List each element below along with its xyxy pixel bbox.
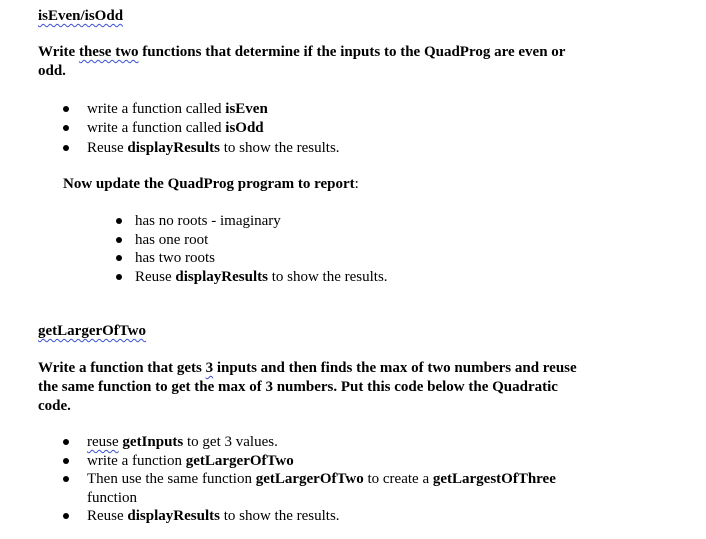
list-item-text: Then use the same function [87,471,256,487]
list-item-bold-2: getLargestOfThree [432,471,556,487]
list-item-bold: isOdd [225,120,264,136]
list-item [135,268,388,286]
list-item [87,433,278,451]
list-item-text-post: to show the results. [219,140,340,156]
bullet-dot [63,458,69,464]
section2-paragraph-line1 [38,359,577,378]
list-item-bold: displayResults [127,140,220,156]
list-item [87,507,340,525]
intro-paragraph-line1 [38,43,565,62]
list-item [87,119,264,137]
list-item: has two roots [135,250,215,266]
bullet-dot [116,237,122,243]
list-item-bold: displayResults [127,508,220,524]
list-item [87,470,556,488]
intro-text-underlined: these two [78,44,139,60]
list-item-continuation: function [87,490,137,506]
intro-text-post: functions that determine if the inputs to the QuadProg are even or [138,44,566,60]
list-item-bold: getLargerOfTwo [185,453,294,469]
list-item [87,452,294,470]
list-item-text: Reuse [87,508,128,524]
list-item-bold: isEven [225,101,268,117]
section-heading-getlargeroftwo: getLargerOfTwo [38,323,147,339]
bullet-dot [63,439,69,445]
list-item [87,100,268,118]
list-item: has one root [135,232,209,248]
list-item-text-post: to get 3 values. [183,434,278,450]
section2-paragraph-line2: the same function to get the max of 3 numbers. Put this code below the Quadratic [38,379,558,395]
list-item-text: write a function called [87,101,226,117]
list-item: has no roots - imaginary [135,213,281,229]
update-instruction-bold: Now update the QuadProg program to report [63,176,355,192]
list-item-text: Reuse [135,269,176,285]
list-item-text-post: to show the results. [219,508,340,524]
list-item [87,139,340,157]
list-item-text: write a function called [87,120,226,136]
list-item-bold: getLargerOfTwo [255,471,364,487]
list-item-text: write a function [87,453,186,469]
section-heading-iseven-isodd: isEven/isOdd [38,8,124,24]
list-item-bold: getInputs [122,434,184,450]
bullet-dot [63,513,69,519]
bullet-dot [63,106,69,112]
list-item-text-post: to show the results. [267,269,388,285]
bullet-dot [63,476,69,482]
section2-paragraph-line3: code. [38,398,71,414]
bullet-dot [116,274,122,280]
intro-paragraph-line2: odd. [38,63,66,79]
list-item-bold: displayResults [175,269,268,285]
update-instruction-colon: : [354,176,359,192]
paragraph-text-post: inputs and then finds the max of two numbers and reuse [213,360,577,376]
update-instruction [63,176,359,193]
list-item-text: Reuse [87,140,128,156]
list-item-text-post: to create a [363,471,433,487]
list-item-underlined: reuse [87,434,119,450]
paragraph-text-pre: Write a function that gets [38,360,206,376]
bullet-dot [116,218,122,224]
bullet-dot [63,125,69,131]
bullet-dot [116,255,122,261]
bullet-dot [63,145,69,151]
paragraph-number: 3 [205,360,214,376]
intro-text-pre: Write [38,44,79,60]
